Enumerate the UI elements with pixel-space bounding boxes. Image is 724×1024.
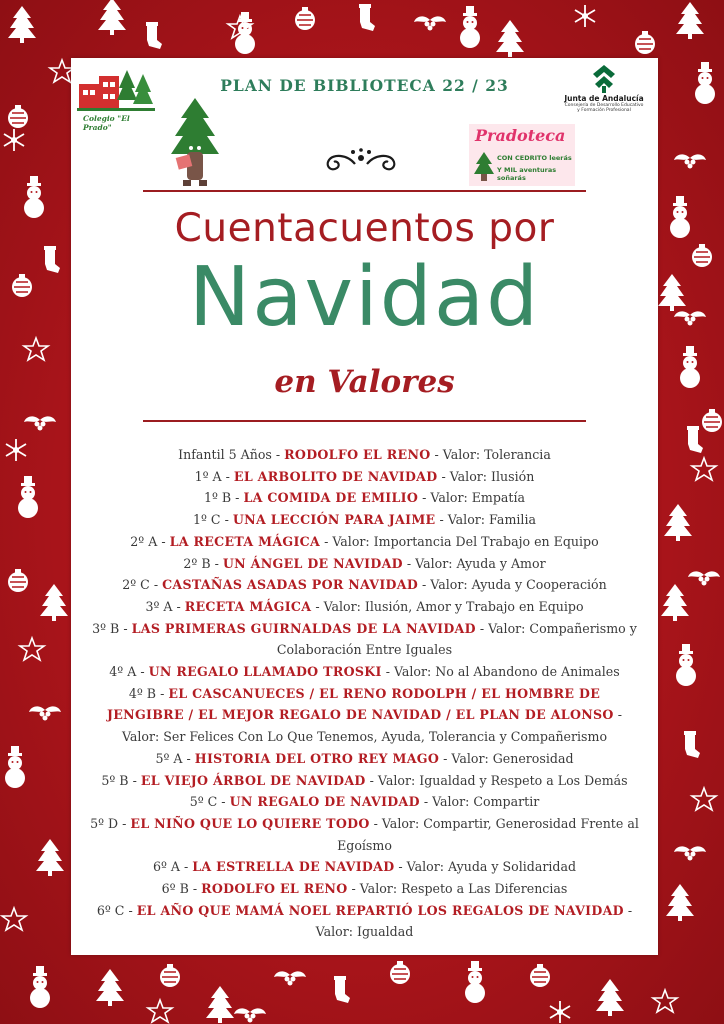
list-item: 6º A - LA ESTRELLA DE NAVIDAD - Valor: Ayuda y Solidaridad	[152, 859, 577, 875]
title-line2: Navidad	[188, 250, 541, 345]
top-divider	[143, 190, 586, 192]
list-item: 5º A - HISTORIA DEL OTRO REY MAGO - Valor: Generosidad	[155, 750, 574, 766]
pradoteca-line1: CON CEDRITO leerás	[497, 154, 572, 162]
colegio-caption: Colegio "El Prado"	[83, 114, 130, 132]
list-item: 5º D - EL NIÑO QUE LO QUIERE TODO - Valor: Compartir, Generosidad Frente al Egoísmo	[90, 815, 639, 853]
junta-sub2: y Formación Profesional	[577, 108, 631, 113]
list-item: 5º B - EL VIEJO ÁRBOL DE NAVIDAD - Valor: Igualdad y Respeto a Los Demás	[101, 772, 628, 788]
story-list	[89, 444, 640, 943]
list-item: 3º A - RECETA MÁGICA - Valor: Ilusión, Amor y Trabajo en Equipo	[145, 598, 584, 614]
pradoteca-tree-icon	[473, 152, 495, 182]
list-item: 4º A - UN REGALO LLAMADO TROSKI - Valor: No al Abandono de Animales	[109, 664, 620, 680]
junta-sub1: Consejería de Desarrollo Educativo	[564, 103, 644, 108]
junta-name: Junta de Andalucía	[564, 94, 644, 103]
junta-emblem-icon	[589, 64, 619, 94]
title-line1: Cuentacuentos por	[174, 206, 555, 251]
pradoteca-line2: Y MIL aventuras soñarás	[497, 166, 557, 182]
list-item: 6º B - RODOLFO EL RENO - Valor: Respeto a Las Diferencias	[161, 881, 568, 897]
junta-logo	[556, 64, 652, 116]
list-item: 4º B - EL CASCANUECES / EL RENO RODOLPH / EL HOMBRE DE JENGIBRE / EL MEJOR REGALO DE NAVIDAD / EL PLAN DE ALONSO - Valor: Ser Felices Con Lo Que Tenemos, Ayuda, Tolerancia y Compañerismo	[107, 685, 622, 745]
pradoteca-logo	[469, 124, 575, 186]
plan-title: PLAN DE BIBLIOTECA 22 / 23	[220, 76, 509, 95]
pradoteca-title: Pradoteca	[475, 126, 566, 145]
list-item: 3º B - LAS PRIMERAS GUIRNALDAS DE LA NAVIDAD - Valor: Compañerismo y Colaboración Entre Iguales	[92, 620, 637, 658]
list-item: 2º C - CASTAÑAS ASADAS POR NAVIDAD - Valor: Ayuda y Cooperación	[122, 577, 607, 593]
title-line3: en Valores	[274, 364, 455, 400]
poster-card	[71, 58, 658, 955]
list-item: Infantil 5 Años - RODOLFO EL RENO - Valor: Tolerancia	[178, 447, 551, 462]
list-item: 2º A - LA RECETA MÁGICA - Valor: Importancia Del Trabajo en Equipo	[130, 533, 599, 549]
list-item: 5º C - UN REGALO DE NAVIDAD - Valor: Compartir	[189, 794, 540, 810]
list-item: 2º B - UN ÁNGEL DE NAVIDAD - Valor: Ayuda y Amor	[183, 555, 546, 571]
list-item: 1º B - LA COMIDA DE EMILIO - Valor: Empatía	[203, 490, 526, 506]
ornament-divider-icon	[307, 146, 415, 176]
tree-mascot-icon	[167, 96, 223, 192]
bottom-divider	[143, 420, 586, 422]
list-item: 6º C - EL AÑO QUE MAMÁ NOEL REPARTIÓ LOS REGALOS DE NAVIDAD - Valor: Igualdad	[96, 902, 633, 940]
list-item: 1º A - EL ARBOLITO DE NAVIDAD - Valor: Ilusión	[194, 468, 535, 484]
list-item: 1º C - UNA LECCIÓN PARA JAIME - Valor: Familia	[193, 512, 536, 528]
